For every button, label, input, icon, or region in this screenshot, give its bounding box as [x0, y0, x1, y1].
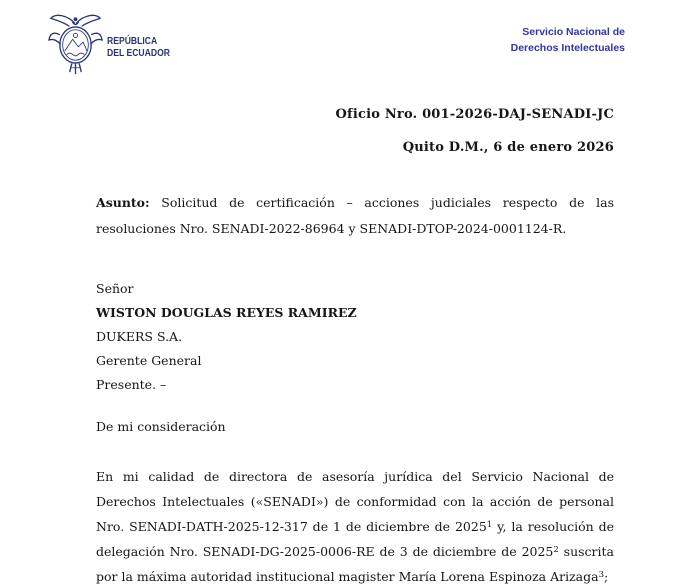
agency-name-line2: Derechos Intelectuales	[510, 42, 625, 54]
recipient-position: Gerente General	[96, 353, 202, 368]
footnote-ref-2: 2	[553, 545, 559, 555]
body-segment-1: En mi calidad de directora de asesoría jurídica del Servicio Nacional de Derechos Intelectuales («SENADI») de conformidad con la acción de personal Nro. SENADI-DATH-2025-12-317 de 1 de diciembre de 2025	[96, 469, 614, 534]
document-place-date: Quito D.M., 6 de enero 2026	[402, 140, 614, 155]
republic-name	[107, 35, 170, 59]
body-paragraph	[96, 464, 614, 585]
subject-text: Solicitud de certificación – acciones judiciales respecto de las resoluciones Nro. SENADI-2022-86964 y SENADI-DTOP-2024-0001124-R.	[96, 195, 614, 236]
ecuador-coat-of-arms-icon	[47, 12, 104, 76]
subject-paragraph	[96, 190, 614, 242]
republic-logo	[47, 12, 184, 76]
agency-name-line1: Servicio Nacional de	[522, 26, 625, 38]
recipient-honorific: Señor	[96, 281, 134, 296]
body-segment-2: y, la resolución de delegación Nro. SENADI-DG-2025-0006-RE de 3 de diciembre de 2025	[96, 519, 614, 559]
recipient-name: WISTON DOUGLAS REYES RAMIREZ	[96, 305, 357, 320]
recipient-presence: Presente. –	[96, 377, 167, 392]
greeting-line: De mi consideración	[96, 419, 226, 434]
subject-label: Asunto:	[96, 195, 150, 210]
recipient-block	[96, 277, 357, 397]
republic-name-line2: DEL ECUADOR	[107, 47, 170, 59]
republic-name-line1: REPÚBLICA	[107, 35, 158, 47]
footnote-ref-3: 3	[598, 570, 604, 580]
agency-name	[511, 24, 625, 56]
footnote-ref-1: 1	[486, 520, 493, 530]
body-segment-4: ;	[604, 569, 609, 584]
recipient-company: DUKERS S.A.	[96, 329, 183, 344]
document-number: Oficio Nro. 001-2026-DAJ-SENADI-JC	[335, 107, 614, 122]
body-segment-3: suscrita por la máxima autoridad institucional magister María Lorena Espinoza Arizaga	[96, 544, 615, 584]
